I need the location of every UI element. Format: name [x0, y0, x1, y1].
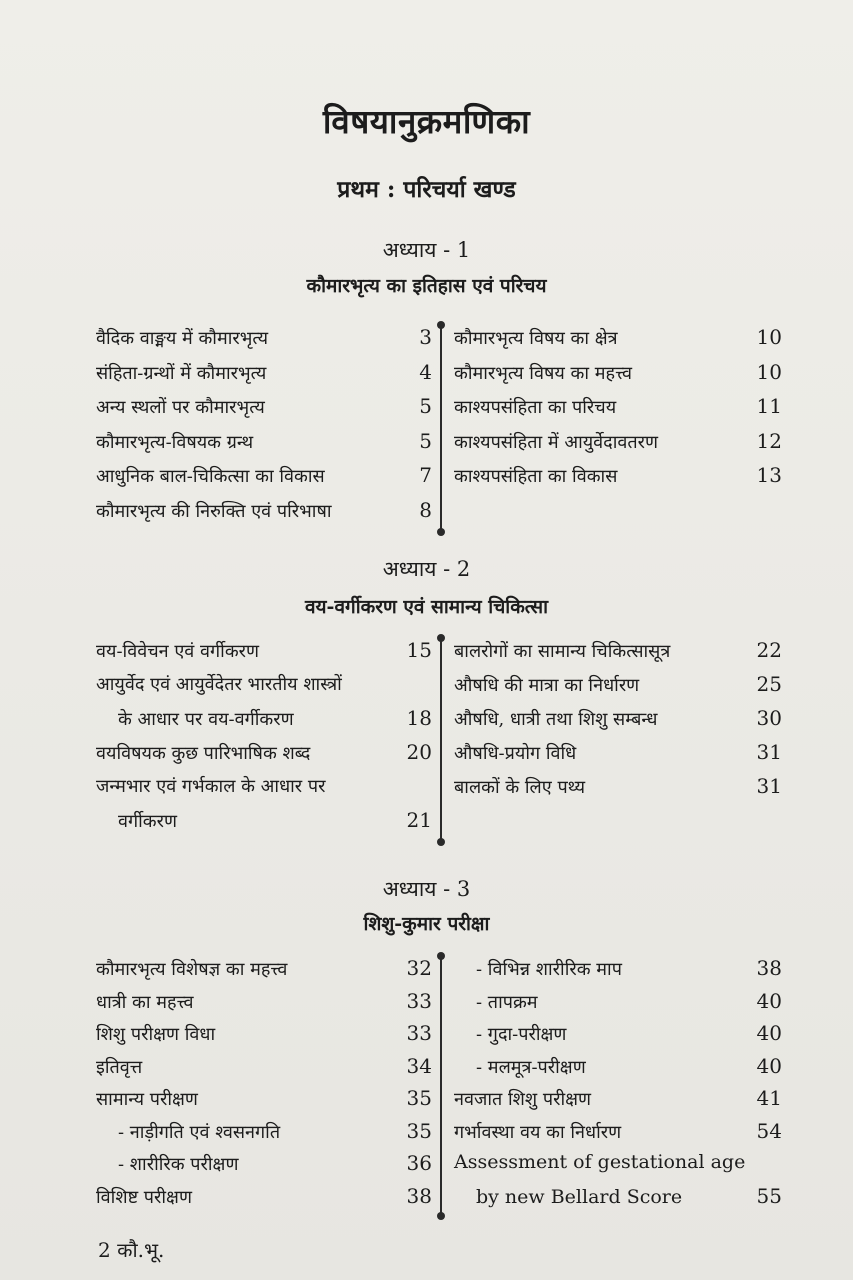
- toc-entry: [454, 1119, 782, 1152]
- toc-entry-label: जन्मभार एवं गर्भकाल के आधार पर: [96, 776, 326, 797]
- toc-entry-page-number: 5: [419, 394, 432, 418]
- toc-entry-page-number: 3: [419, 325, 432, 349]
- toc-column-left: [96, 325, 440, 532]
- toc-entry-label: Assessment of gestational age: [454, 1151, 746, 1173]
- toc-entry-label: बालरोगों का सामान्य चिकित्सासूत्र: [454, 641, 671, 662]
- toc-entry-page-number: 36: [406, 1151, 432, 1175]
- toc-entry-page-number: 12: [756, 428, 782, 453]
- toc-entry: [96, 1151, 432, 1184]
- toc-entry: [96, 638, 432, 672]
- toc-entry-label: वय-विवेचन एवं वर्गीकरण: [96, 641, 260, 662]
- toc-entry-label: काश्यपसंहिता में आयुर्वेदावतरण: [454, 431, 659, 453]
- toc-entry-label: आधुनिक बाल-चिकित्सा का विकास: [96, 466, 325, 487]
- toc-entry-label: - गुदा-परीक्षण: [476, 1024, 567, 1045]
- toc-entry-page-number: 38: [406, 1183, 432, 1208]
- toc-entry: [454, 394, 782, 429]
- toc-entry-page-number: 30: [756, 706, 782, 730]
- toc-entry-page-number: 20: [406, 740, 432, 764]
- toc-entry: [454, 989, 782, 1022]
- toc-entry-label: कौमारभृत्य-विषयक ग्रन्थ: [96, 431, 254, 453]
- toc-entry-label: काश्यपसंहिता का परिचय: [454, 397, 617, 418]
- toc-entry-page-number: 54: [756, 1118, 782, 1143]
- toc-entry-page-number: 55: [756, 1183, 782, 1208]
- toc-entry-label: सामान्य परीक्षण: [96, 1089, 198, 1110]
- toc-entry-page-number: 32: [406, 956, 432, 980]
- toc-entry-label: गर्भावस्था वय का निर्धारण: [454, 1121, 622, 1143]
- chapter-1-title: कौमारभृत्य का इतिहास एवं परिचय: [306, 275, 547, 297]
- chapter-2-title: वय-वर्गीकरण एवं सामान्य चिकित्सा: [304, 596, 549, 618]
- toc-entry-label: कौमारभृत्य की निरुक्ति एवं परिभाषा: [96, 500, 332, 522]
- toc-entry: [96, 774, 432, 808]
- toc-column-right: [440, 638, 782, 842]
- toc-entry-label: औषधि-प्रयोग विधि: [454, 743, 577, 764]
- toc-entry-page-number: 33: [406, 1021, 432, 1045]
- toc-entry-page-number: 35: [406, 1086, 432, 1110]
- toc-entry-label: काश्यपसंहिता का विकास: [454, 466, 618, 487]
- toc-entry-label: इतिवृत्त: [96, 1056, 143, 1078]
- chapter-1-toc: [96, 325, 784, 532]
- toc-entry-label: संहिता-ग्रन्थों में कौमारभृत्य: [96, 362, 267, 384]
- toc-entry-label: आयुर्वेद एवं आयुर्वेदेतर भारतीय शास्त्रों: [96, 674, 342, 695]
- toc-entry-label: विशिष्ट परीक्षण: [96, 1186, 192, 1208]
- toc-entry: [96, 956, 432, 989]
- toc-entry: [96, 498, 432, 533]
- chapter-2-label: अध्याय - 2: [382, 557, 471, 581]
- toc-entry: [454, 774, 782, 808]
- toc-entry: [96, 1021, 432, 1054]
- toc-entry: [96, 740, 432, 774]
- toc-entry-label: कौमारभृत्य विषय का महत्त्व: [454, 362, 633, 384]
- toc-entry: [96, 1086, 432, 1119]
- toc-entry-page-number: 5: [419, 428, 432, 453]
- toc-entry-label: वैदिक वाङ्मय में कौमारभृत्य: [96, 328, 269, 349]
- toc-entry-label: कौमारभृत्य विशेषज्ञ का महत्त्व: [96, 959, 288, 980]
- toc-entry: [454, 429, 782, 464]
- toc-entry-page-number: 7: [419, 463, 432, 487]
- chapter-3-label: अध्याय - 3: [382, 877, 471, 901]
- toc-entry-label: अन्य स्थलों पर कौमारभृत्य: [96, 397, 265, 418]
- toc-entry-label: बालकों के लिए पथ्य: [454, 777, 586, 798]
- toc-column-left: [96, 638, 440, 842]
- toc-entry-page-number: 10: [756, 359, 782, 384]
- toc-entry: [454, 956, 782, 989]
- toc-entry-page-number: 40: [756, 988, 782, 1013]
- toc-entry: [96, 808, 432, 842]
- toc-entry-label: कौमारभृत्य विषय का क्षेत्र: [454, 328, 618, 349]
- chapter-3-toc: [96, 956, 784, 1216]
- toc-entry: [96, 394, 432, 429]
- toc-entry: [96, 463, 432, 498]
- toc-entry: [454, 360, 782, 395]
- toc-entry-page-number: 22: [756, 638, 782, 662]
- toc-entry-label: - शारीरिक परीक्षण: [118, 1154, 239, 1175]
- toc-entry-label: - विभिन्न शारीरिक माप: [476, 959, 622, 980]
- chapter-2-toc: [96, 638, 784, 842]
- toc-entry-page-number: 4: [419, 359, 432, 384]
- toc-entry: [454, 1151, 782, 1184]
- toc-entry-page-number: 8: [419, 497, 432, 522]
- toc-entry-page-number: 38: [756, 956, 782, 980]
- toc-entry-label: औषधि, धात्री तथा शिशु सम्बन्ध: [454, 709, 658, 730]
- toc-entry-page-number: 11: [756, 394, 782, 418]
- toc-entry: [454, 672, 782, 706]
- toc-entry: [96, 672, 432, 706]
- toc-entry: [96, 706, 432, 740]
- toc-entry: [454, 1086, 782, 1119]
- toc-entry: [96, 429, 432, 464]
- toc-entry: [96, 325, 432, 360]
- toc-column-right: [440, 325, 782, 532]
- page-title: विषयानुक्रमणिका: [322, 102, 531, 141]
- toc-entry-label: by new Bellard Score: [476, 1185, 683, 1208]
- chapter-3-title: शिशु-कुमार परीक्षा: [363, 913, 490, 935]
- toc-entry: [96, 1054, 432, 1087]
- toc-entry: [454, 1021, 782, 1054]
- toc-entry-page-number: 10: [756, 325, 782, 349]
- toc-entry-label: - मलमूत्र-परीक्षण: [476, 1056, 586, 1078]
- toc-entry: [96, 1184, 432, 1217]
- toc-entry-page-number: 31: [756, 774, 782, 798]
- toc-entry-label: धात्री का महत्त्व: [96, 991, 194, 1013]
- toc-entry: [96, 360, 432, 395]
- toc-entry-page-number: 31: [756, 740, 782, 764]
- toc-entry-page-number: 21: [406, 808, 432, 832]
- toc-entry-label: - नाड़ीगति एवं श्वसनगति: [118, 1121, 281, 1143]
- toc-entry-page-number: 15: [406, 638, 432, 662]
- toc-entry: [454, 740, 782, 774]
- part-title: प्रथम : परिचर्या खण्ड: [337, 176, 516, 203]
- toc-entry: [454, 638, 782, 672]
- toc-entry-page-number: 40: [756, 1053, 782, 1078]
- toc-entry-page-number: 40: [756, 1021, 782, 1045]
- toc-entry-label: - तापक्रम: [476, 991, 538, 1013]
- toc-entry-label: शिशु परीक्षण विधा: [96, 1024, 216, 1045]
- toc-entry-page-number: 41: [756, 1086, 782, 1110]
- chapter-1-label: अध्याय - 1: [382, 238, 471, 262]
- toc-entry-label: नवजात शिशु परीक्षण: [454, 1089, 592, 1110]
- toc-entry-label: औषधि की मात्रा का निर्धारण: [454, 675, 640, 696]
- toc-entry-page-number: 25: [756, 672, 782, 696]
- toc-column-right: [440, 956, 782, 1216]
- toc-entry: [454, 463, 782, 498]
- toc-entry-page-number: 33: [406, 988, 432, 1013]
- page-footer: 2 कौ.भू.: [98, 1238, 165, 1262]
- toc-entry-page-number: 18: [406, 706, 432, 730]
- toc-entry: [96, 989, 432, 1022]
- toc-entry-label: वर्गीकरण: [118, 811, 178, 832]
- toc-entry: [454, 325, 782, 360]
- toc-entry-label: के आधार पर वय-वर्गीकरण: [118, 709, 294, 730]
- toc-entry-page-number: 34: [406, 1053, 432, 1078]
- toc-entry-page-number: 35: [406, 1118, 432, 1143]
- toc-entry: [454, 1184, 782, 1217]
- toc-entry: [96, 1119, 432, 1152]
- toc-entry: [454, 706, 782, 740]
- toc-column-left: [96, 956, 440, 1216]
- toc-entry: [454, 1054, 782, 1087]
- toc-entry-page-number: 13: [756, 463, 782, 487]
- toc-entry-label: वयविषयक कुछ पारिभाषिक शब्द: [96, 743, 311, 764]
